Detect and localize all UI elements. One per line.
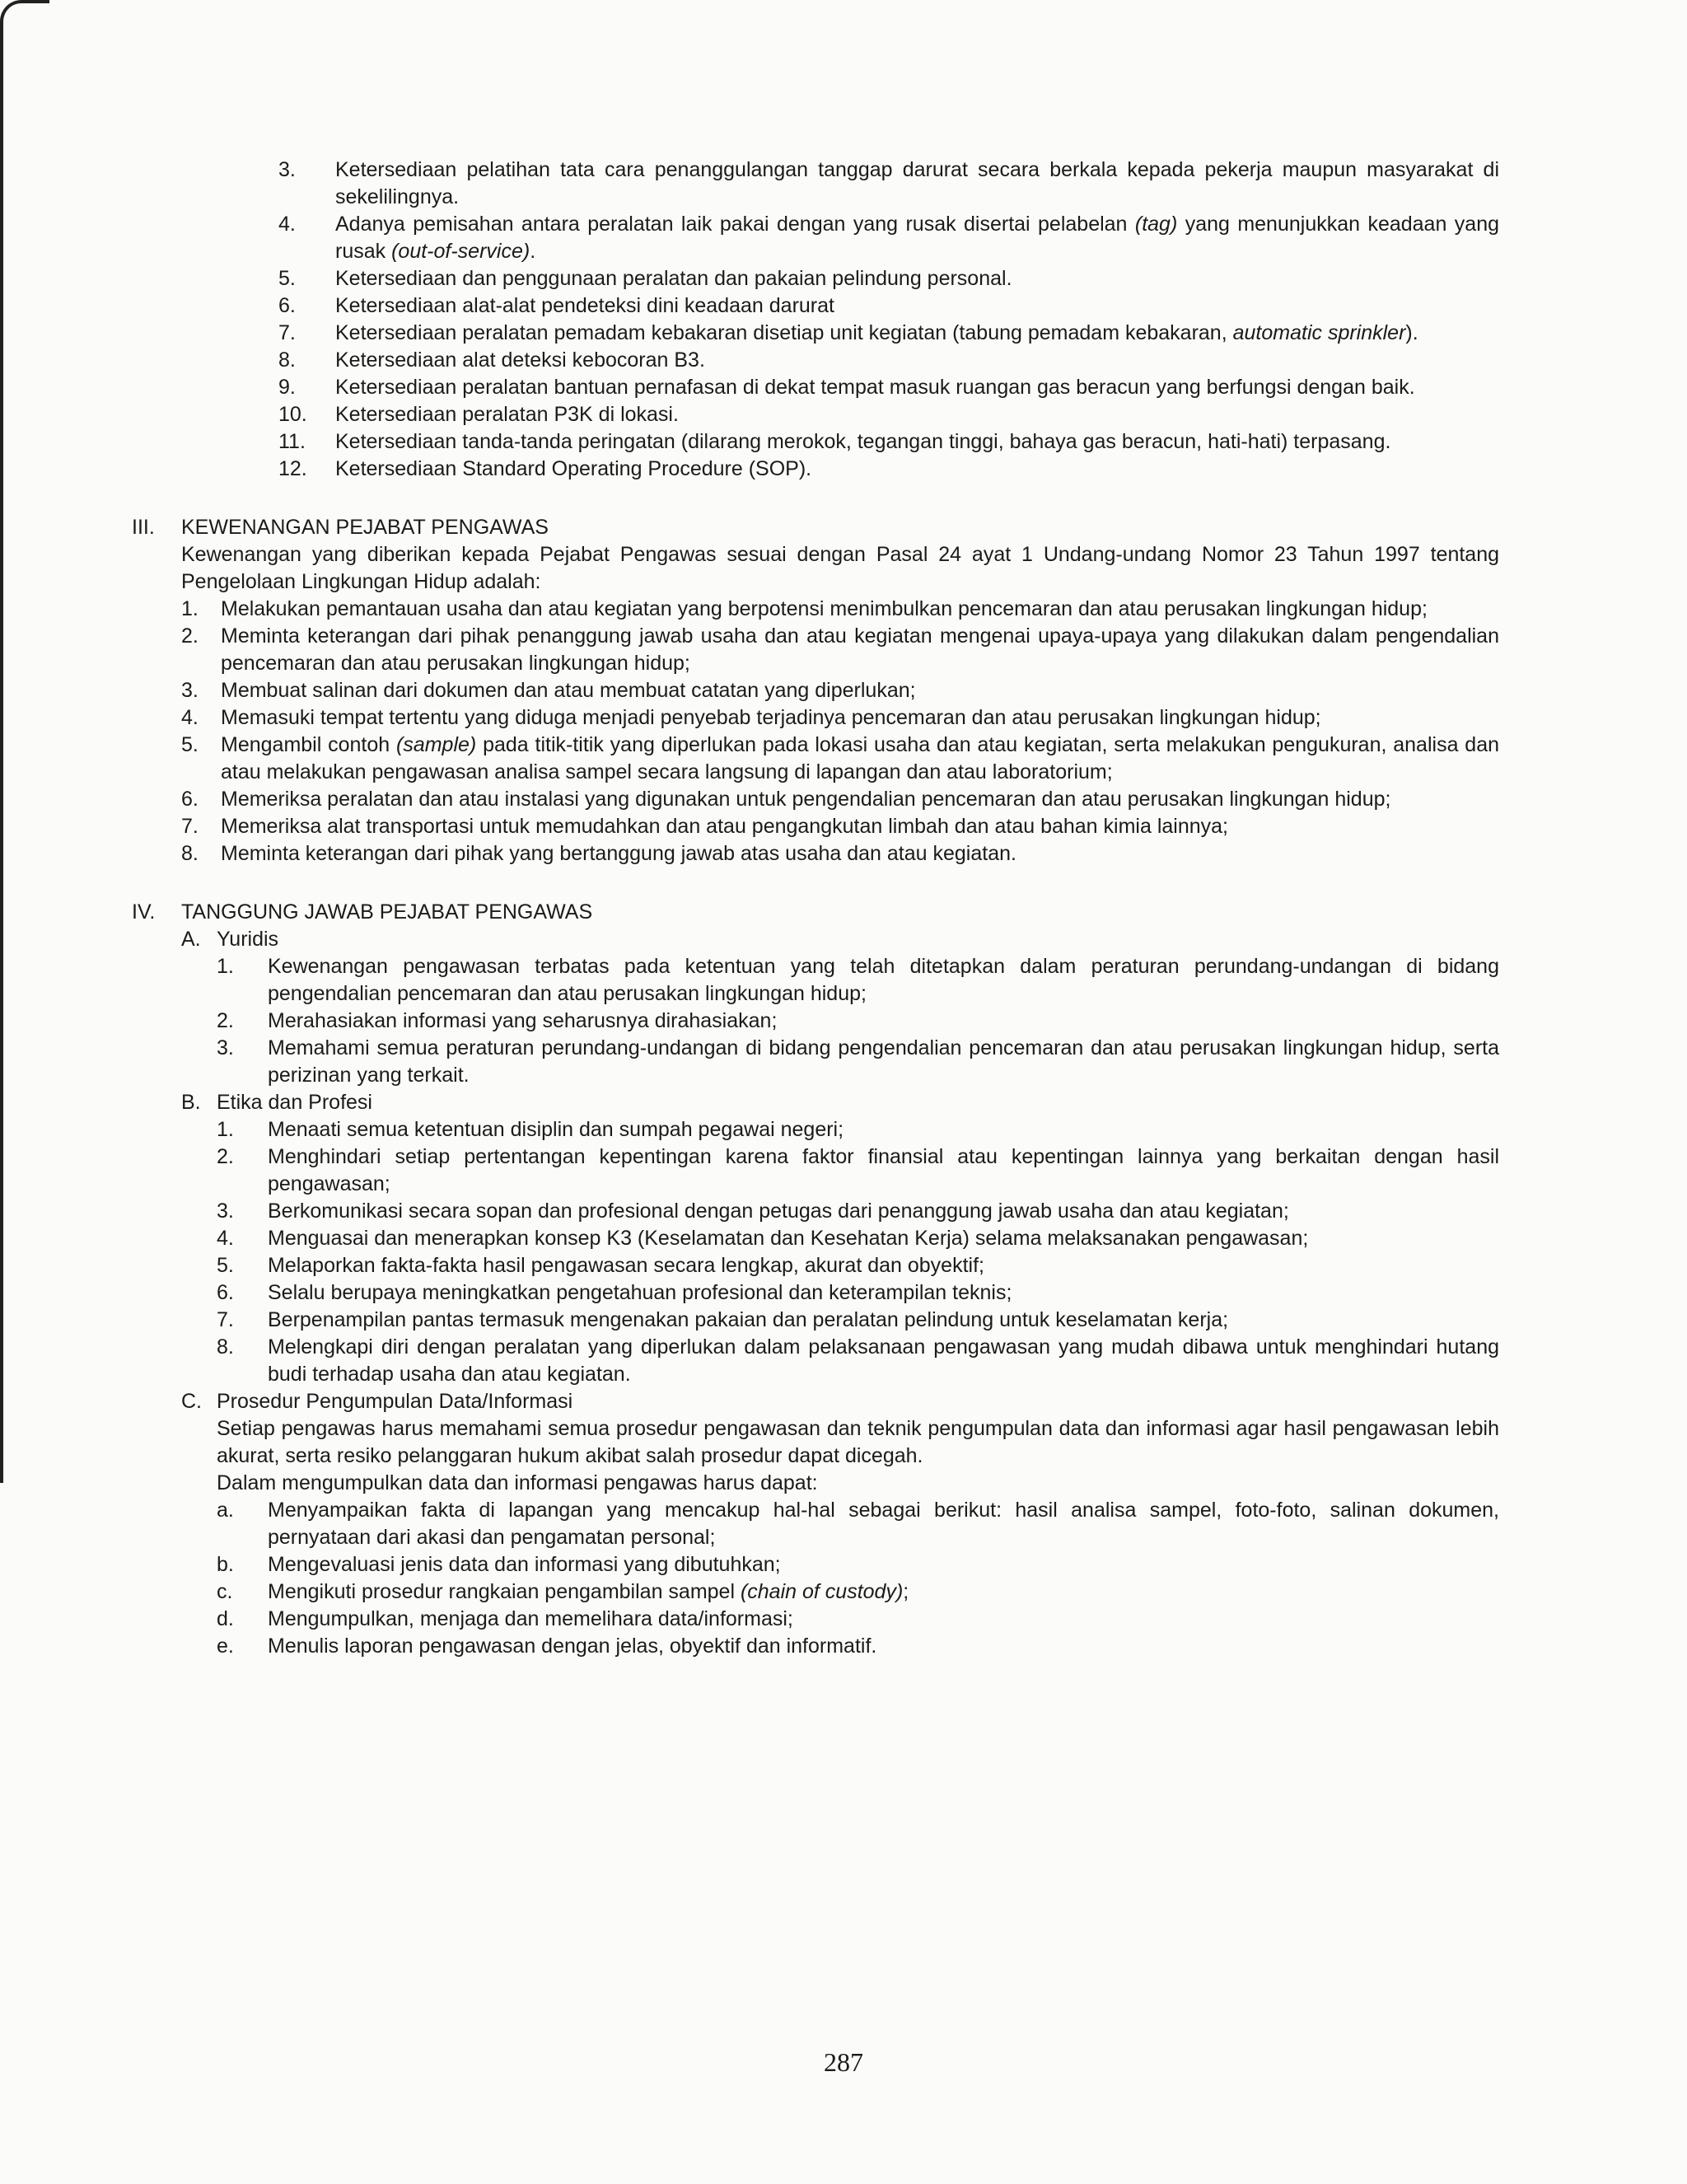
list-item [181,677,1499,704]
item-text: Berkomunikasi secara sopan dan profesional dengan petugas dari penanggung jawab usaha dan atau kegiatan; [268,1200,1289,1223]
item-number: 8. [217,1335,234,1359]
list-item [217,1551,1499,1578]
item-number: 5. [217,1254,234,1277]
list-item [181,786,1499,813]
item-text: Memasuki tempat tertentu yang diduga menjadi penyebab terjadinya pencemaran dan atau perusakan lingkungan hidup; [221,706,1321,729]
item-letter: d. [217,1607,234,1630]
page-number: 287 [824,2047,863,2077]
section-intro: Kewenangan yang diberikan kepada Pejabat Pengawas sesuai dengan Pasal 24 ayat 1 Undang-undang Nomor 23 Tahun 1997 tentang Pengelolaan Lingkungan Hidup adalah: [181,543,1499,593]
list-item [181,813,1499,840]
item-number: 4. [278,213,296,236]
page-content [132,157,1500,1660]
item-number: 1. [217,955,234,978]
item-text: Ketersediaan dan penggunaan peralatan dan pakaian pelindung personal. [335,267,1012,290]
item-number: 2. [217,1009,234,1032]
item-number: 7. [181,815,199,838]
item-number: 5. [278,267,296,290]
item-text: Mengumpulkan, menjaga dan memelihara data/informasi; [268,1607,793,1630]
list-item [217,1116,1499,1143]
item-text: Adanya pemisahan antara peralatan laik pakai dengan yang rusak disertai pelabelan (tag) yang menunjukkan keadaan yang rusak (out-of-service). [335,213,1499,263]
item-text: Menguasai dan menerapkan konsep K3 (Keselamatan dan Kesehatan Kerja) selama melaksanakan pengawasan; [268,1227,1309,1250]
prosedur-list [217,1497,1499,1660]
list-item [181,704,1499,732]
item-text: Melengkapi diri dengan peralatan yang diperlukan dalam pelaksanaan pengawasan yang mudah dibawa untuk menghindari hutang budi terhadap usaha dan atau kegiatan. [268,1335,1499,1386]
list-item [188,157,1499,211]
section-tanggung-jawab [132,899,1499,1660]
list-item [188,401,1499,428]
list-item [217,1307,1499,1334]
subsection-heading-etika [132,1089,1499,1116]
list-item [217,1225,1499,1252]
authority-list [132,596,1499,868]
item-text: Kewenangan pengawasan terbatas pada ketentuan yang telah ditetapkan dalam peraturan perundang-undangan di bidang pengendalian pencemaran dan atau perusakan lingkungan hidup; [268,955,1499,1005]
item-number: 6. [278,294,296,317]
list-item [188,428,1499,456]
section-heading [132,514,1499,541]
list-item [217,953,1499,1008]
list-item [188,456,1499,483]
list-item [217,1279,1499,1307]
item-text: Ketersediaan pelatihan tata cara penanggulangan tanggap darurat secara berkala kepada pekerja maupun masyarakat di sekelilingnya. [335,158,1499,208]
item-number: 2. [181,624,199,648]
subsection-letter: A. [181,928,201,951]
etika-list [132,1116,1499,1388]
section-heading [132,899,1499,926]
list-item [188,292,1499,320]
section-kewenangan [132,514,1499,868]
subsection-title: Yuridis [217,928,279,951]
item-text: Mengikuti prosedur rangkaian pengambilan sampel (chain of custody); [268,1580,909,1603]
item-number: 5. [181,733,199,756]
item-text: Menghindari setiap pertentangan kepentingan karena faktor finansial atau kepentingan lainnya yang berkaitan dengan hasil pengawasan; [268,1145,1499,1195]
item-number: 6. [181,788,199,811]
item-text: Melaporkan fakta-fakta hasil pengawasan secara lengkap, akurat dan obyektif; [268,1254,984,1277]
item-text: Ketersediaan tanda-tanda peringatan (dilarang merokok, tegangan tinggi, bahaya gas beracun, hati-hati) terpasang. [335,430,1391,453]
item-letter: a. [217,1499,234,1522]
item-text: Ketersediaan alat-alat pendeteksi dini keadaan darurat [335,294,834,317]
item-text: Mengambil contoh (sample) pada titik-titik yang diperlukan pada lokasi usaha dan atau kegiatan, serta melakukan pengukuran, analisa dan atau melakukan pengawasan analisa sampel secara langsung di lapangan dan atau laboratorium; [221,733,1500,783]
paragraph: Dalam mengumpulkan data dan informasi pengawas harus dapat: [217,1471,818,1494]
item-text: Menaati semua ketentuan disiplin dan sumpah pegawai negeri; [268,1118,844,1141]
item-letter: c. [217,1580,233,1603]
item-number: 7. [278,321,296,344]
section-title: TANGGUNG JAWAB PEJABAT PENGAWAS [181,900,593,924]
scan-border-mark [0,0,49,1483]
list-item [188,265,1499,292]
list-item [217,1334,1499,1388]
item-text: Meminta keterangan dari pihak penanggung jawab usaha dan atau kegiatan mengenai upaya-upaya yang dilakukan dalam pengendalian pencemaran dan atau perusakan lingkungan hidup; [221,624,1499,675]
item-number: 4. [181,706,199,729]
list-item [217,1008,1499,1035]
item-number: 3. [278,158,296,181]
list-item [181,596,1499,623]
list-item [181,732,1499,786]
item-letter: b. [217,1553,234,1576]
item-text: Membuat salinan dari dokumen dan atau membuat catatan yang diperlukan; [221,679,916,702]
list-item [217,1606,1499,1633]
item-number: 9. [278,376,296,399]
list-item [217,1497,1499,1551]
paragraph: Setiap pengawas harus memahami semua prosedur pengawasan dan teknik pengumpulan data dan informasi agar hasil pengawasan lebih akurat, serta resiko pelanggaran hukum akibat salah prosedur dapat dicegah. [217,1417,1499,1467]
list-item [188,211,1499,265]
section-numeral: III. [132,516,155,539]
item-number: 1. [217,1118,234,1141]
section-title: KEWENANGAN PEJABAT PENGAWAS [181,516,549,539]
item-text: Memeriksa peralatan dan atau instalasi yang digunakan untuk pengendalian pencemaran dan atau perusakan lingkungan hidup; [221,788,1391,811]
subsection-heading-prosedur [132,1388,1499,1415]
item-text: Ketersediaan peralatan pemadam kebakaran disetiap unit kegiatan (tabung pemadam kebakaran, automatic sprinkler). [335,321,1418,344]
item-number: 4. [217,1227,234,1250]
item-text: Ketersediaan peralatan P3K di lokasi. [335,403,679,426]
item-number: 8. [278,348,296,372]
list-item [188,320,1499,347]
item-text: Menyampaikan fakta di lapangan yang mencakup hal-hal sebagai berikut: hasil analisa sampel, foto-foto, salinan dokumen, pernyataan dari akasi dan pengamatan personal; [268,1499,1499,1549]
item-text: Menulis laporan pengawasan dengan jelas, obyektif dan informatif. [268,1634,877,1658]
item-text: Merahasiakan informasi yang seharusnya dirahasiakan; [268,1009,778,1032]
item-number: 3. [217,1200,234,1223]
item-text: Ketersediaan Standard Operating Procedure (SOP). [335,457,812,480]
item-number: 12. [278,457,307,480]
item-text: Ketersediaan peralatan bantuan pernafasan di dekat tempat masuk ruangan gas beracun yang berfungsi dengan baik. [335,376,1415,399]
list-item [217,1578,1499,1606]
yuridis-list [132,953,1499,1089]
subsection-title: Prosedur Pengumpulan Data/Informasi [217,1390,573,1413]
list-item [217,1143,1499,1198]
list-item [217,1633,1499,1660]
item-text: Selalu berupaya meningkatkan pengetahuan profesional dan keterampilan teknis; [268,1281,1012,1304]
section-numeral: IV. [132,900,156,924]
item-number: 3. [217,1036,234,1059]
list-item [217,1198,1499,1225]
item-text: Melakukan pemantauan usaha dan atau kegiatan yang berpotensi menimbulkan pencemaran dan atau perusakan lingkungan hidup; [221,597,1428,620]
item-text: Ketersediaan alat deteksi kebocoran B3. [335,348,705,372]
list-item [181,840,1499,868]
subsection-letter: C. [181,1390,202,1413]
item-text: Mengevaluasi jenis data dan informasi yang dibutuhkan; [268,1553,781,1576]
item-number: 7. [217,1308,234,1331]
requirements-list [278,157,1499,483]
prosedur-body [132,1415,1499,1660]
subsection-letter: B. [181,1091,201,1114]
item-text: Memahami semua peraturan perundang-undangan di bidang pengendalian pencemaran dan atau perusakan lingkungan hidup, serta perizinan yang terkait. [268,1036,1499,1087]
item-text: Memeriksa alat transportasi untuk memudahkan dan atau pengangkutan limbah dan atau bahan kimia lainnya; [221,815,1228,838]
item-number: 2. [217,1145,234,1168]
list-item [188,374,1499,401]
item-number: 3. [181,679,199,702]
list-item [217,1252,1499,1279]
item-number: 6. [217,1281,234,1304]
item-text: Berpenampilan pantas termasuk mengenakan pakaian dan peralatan pelindung untuk keselamatan kerja; [268,1308,1229,1331]
item-number: 8. [181,842,199,865]
item-number: 1. [181,597,199,620]
item-letter: e. [217,1634,234,1658]
item-number: 11. [278,430,306,453]
subsection-title: Etika dan Profesi [217,1091,372,1114]
item-text: Meminta keterangan dari pihak yang bertanggung jawab atas usaha dan atau kegiatan. [221,842,1016,865]
list-item [188,347,1499,374]
list-item [181,623,1499,677]
list-item [217,1035,1499,1089]
item-number: 10. [278,403,307,426]
subsection-heading-yuridis [132,926,1499,953]
